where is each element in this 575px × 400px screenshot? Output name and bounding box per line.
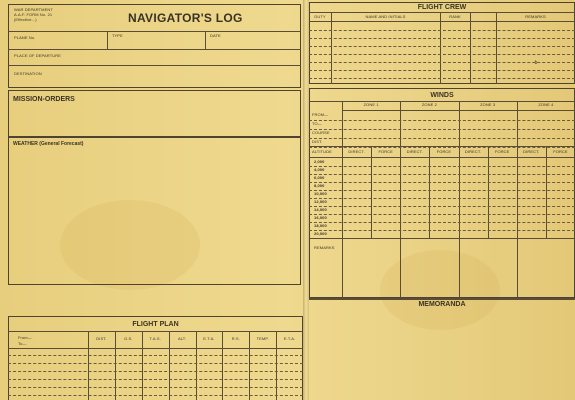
crew-col-line xyxy=(496,12,497,84)
header-divider xyxy=(107,31,108,49)
winds-zone-header: ZONE 4 xyxy=(538,102,554,107)
fp-to-label: To— xyxy=(18,341,27,346)
winds-altitude-header: ALTITUDE xyxy=(312,149,332,154)
winds-remarks-label: REMARKS xyxy=(314,245,335,250)
crew-col-header: DUTY xyxy=(314,14,326,19)
winds-row-label: FROM— xyxy=(312,112,329,117)
winds-sub-line xyxy=(488,146,489,238)
flight-crew-title: FLIGHT CREW xyxy=(417,4,467,11)
weather-label: WEATHER (General Forecast) xyxy=(13,141,84,147)
winds-row-line xyxy=(309,120,575,121)
winds-zone-header: ZONE 3 xyxy=(480,102,496,107)
header-divider xyxy=(8,49,301,50)
winds-zone-line xyxy=(517,101,518,298)
place-of-departure-label: PLACE OF DEPARTURE xyxy=(14,53,61,58)
crew-col-line xyxy=(470,12,471,84)
dept-line-1: WAR DEPARTMENT xyxy=(14,7,53,12)
fp-col-header: TEMP. xyxy=(256,336,269,341)
flight-crew-divider xyxy=(309,12,575,13)
header-divider xyxy=(8,65,301,66)
winds-altitude-line xyxy=(309,206,575,207)
winds-altitude-label: 10,000 xyxy=(314,191,327,196)
winds-sub-header: DIRECT. xyxy=(348,149,365,154)
winds-line xyxy=(309,146,575,147)
fp-col-header: E.T.A. xyxy=(283,336,296,341)
winds-row-label: DIST. xyxy=(312,139,323,144)
winds-row-label: COURSE xyxy=(312,130,330,135)
form-title: NAVIGATOR'S LOG xyxy=(128,11,243,25)
crew-row-line xyxy=(309,30,575,31)
memoranda-divider xyxy=(309,298,575,300)
fp-col-header: ALT. xyxy=(178,336,187,341)
fp-col-line xyxy=(169,331,170,400)
winds-sub-header: FORCE xyxy=(494,149,510,154)
winds-divider xyxy=(309,101,575,102)
winds-altitude-label: 4,000 xyxy=(314,167,325,172)
fp-col-header: R.S. xyxy=(231,336,240,341)
winds-sub-header: DIRECT. xyxy=(523,149,540,154)
crew-col-header: RANK xyxy=(449,14,461,19)
fp-col-header: T.A.S. xyxy=(149,336,161,341)
date-label: DATE xyxy=(210,33,221,38)
winds-sub-header: DIRECT. xyxy=(406,149,423,154)
fp-from-label: From— xyxy=(18,335,32,340)
winds-line xyxy=(309,238,575,239)
winds-altitude-line xyxy=(309,174,575,175)
winds-altitude-line xyxy=(309,190,575,191)
winds-altitude-line xyxy=(309,214,575,215)
crew-col-line xyxy=(440,12,441,84)
fp-col-line xyxy=(276,331,277,400)
winds-zone-header: ZONE 1 xyxy=(363,102,379,107)
winds-altitude-label: 18,000 xyxy=(314,223,327,228)
winds-altitude-line xyxy=(309,182,575,183)
fp-col-line xyxy=(142,331,143,400)
fp-col-header: E.T.A. xyxy=(203,336,215,341)
winds-altitude-label: 20,000 xyxy=(314,231,327,236)
winds-altitude-line xyxy=(309,166,575,167)
fp-col-header: G.S. xyxy=(124,336,133,341)
fp-header-line xyxy=(8,348,303,349)
winds-zone-line xyxy=(459,101,460,298)
winds-row-line xyxy=(309,147,575,148)
crew-col-line xyxy=(331,12,332,84)
fp-col-header: DIST. xyxy=(96,336,107,341)
winds-line xyxy=(309,157,575,158)
winds-row-line xyxy=(309,138,575,139)
winds-sub-line xyxy=(371,146,372,238)
winds-sub-header: FORCE xyxy=(436,149,452,154)
winds-altitude-label: 14,000 xyxy=(314,207,327,212)
winds-title: WINDS xyxy=(430,92,454,99)
winds-sub-line xyxy=(429,146,430,238)
crew-row-line xyxy=(309,46,575,47)
destination-label: DESTINATION xyxy=(14,71,42,76)
flight-plan-divider xyxy=(8,331,303,332)
winds-altitude-label: 16,000 xyxy=(314,215,327,220)
fp-row-line xyxy=(8,395,303,396)
winds-row-label: TO— xyxy=(312,121,322,126)
plane-no-label: PLANE No. xyxy=(14,35,36,40)
winds-sub-header: DIRECT. xyxy=(464,149,482,154)
winds-row-line xyxy=(309,129,575,130)
crew-col-header: REMARKS xyxy=(525,14,546,19)
fp-row-line xyxy=(8,379,303,380)
mission-orders-label: MISSION-ORDERS xyxy=(13,96,75,103)
winds-altitude-line xyxy=(309,222,575,223)
crew-row-line xyxy=(309,62,575,63)
fp-col-line xyxy=(115,331,116,400)
fp-col-line xyxy=(88,331,89,400)
winds-line xyxy=(342,110,575,111)
winds-altitude-label: 6,000 xyxy=(314,175,325,180)
crew-row-line xyxy=(309,70,575,71)
winds-altitude-line xyxy=(309,230,575,231)
header-divider xyxy=(8,31,301,32)
winds-altitude-label: 8,000 xyxy=(314,183,325,188)
fp-row-line xyxy=(8,371,303,372)
weather-box xyxy=(8,137,301,285)
winds-zone-header: ZONE 2 xyxy=(421,102,437,107)
header-divider xyxy=(205,31,206,49)
fp-row-line xyxy=(8,387,303,388)
winds-zone-line xyxy=(342,101,343,298)
winds-zone-line xyxy=(400,101,401,298)
dept-line-2: A.A.F. FORM No. 21 xyxy=(14,12,53,17)
winds-altitude-label: 2,000 xyxy=(314,159,325,164)
crew-row-line xyxy=(309,54,575,55)
fp-col-line xyxy=(196,331,197,400)
winds-sub-header: FORCE xyxy=(553,149,568,154)
winds-altitude-label: 12,000 xyxy=(314,199,327,204)
flight-plan-title: FLIGHT PLAN xyxy=(132,321,179,328)
crew-header-line xyxy=(309,21,575,22)
fp-row-line xyxy=(8,363,303,364)
dept-line-3: (Effective...) xyxy=(14,17,37,22)
winds-altitude-line xyxy=(309,198,575,199)
crew-mark: ·b xyxy=(533,60,538,66)
crew-row-line xyxy=(309,78,575,79)
winds-sub-line xyxy=(546,146,547,238)
crew-col-header: NAME AND INITIALS xyxy=(365,14,406,19)
fp-col-line xyxy=(222,331,223,400)
fp-row-line xyxy=(8,355,303,356)
memoranda-title: MEMORANDA xyxy=(418,301,466,308)
type-label: TYPE xyxy=(112,33,123,38)
winds-sub-header: FORCE xyxy=(378,149,393,154)
crew-row-line xyxy=(309,38,575,39)
fp-col-line xyxy=(249,331,250,400)
